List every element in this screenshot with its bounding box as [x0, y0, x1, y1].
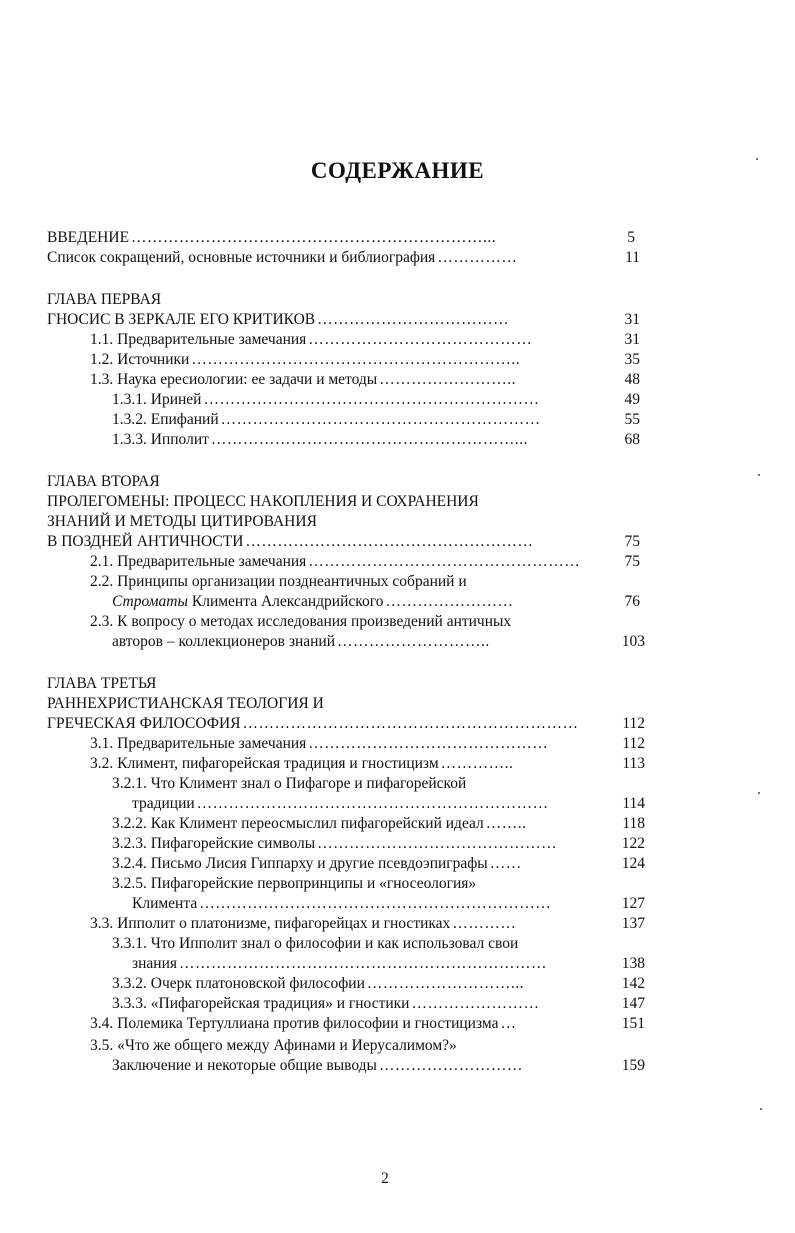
entry-page-number: 31 [624, 311, 640, 328]
entry-page-number: 142 [621, 975, 645, 992]
page-number: 2 [381, 1170, 389, 1187]
entry-text: 3.1. Предварительные замечания [90, 735, 307, 752]
entry-text: 1.3.3. Ипполит [112, 431, 209, 448]
page-title: СОДЕРЖАНИЕ [310, 158, 485, 183]
entry-page-number: 103 [621, 633, 645, 650]
entry-page-number: 5 [627, 229, 635, 246]
entry-text: 2.1. Предварительные замечания [90, 553, 307, 570]
chapter-label: ГЛАВА ВТОРАЯ [47, 473, 160, 490]
toc-entry-2-2-line1[interactable]: 2.2. Принципы организации позднеантичных собраний и [90, 573, 467, 590]
toc-entry-2-3[interactable] [112, 632, 490, 652]
leader-dots: …………………………………………… [308, 553, 581, 570]
leader-dots: ……………………………… [317, 311, 510, 328]
entry-text: Список сокращений, основные источники и библиография [47, 249, 436, 266]
leader-dots: …………………………………… [308, 331, 533, 348]
entry-text: 1.1. Предварительные замечания [90, 331, 307, 348]
entry-page-number: 137 [621, 915, 645, 932]
entry-text: ГРЕЧЕСКАЯ ФИЛОСОФИЯ [47, 715, 241, 732]
toc-entry-chapter1[interactable] [47, 310, 509, 330]
entry-page-number: 68 [624, 431, 640, 448]
entry-text: 3.3. Ипполит о платонизме, пифагорейцах и гностиках [90, 915, 451, 932]
leader-dots: ……………………………………………………… [203, 391, 540, 408]
leader-dots: ……………………………………………… [245, 533, 534, 550]
scan-speck [758, 474, 760, 476]
italic-title: Строматы [112, 593, 188, 610]
toc-entry-2-2[interactable] [112, 592, 513, 612]
entry-text: Заключение и некоторые общие выводы [112, 1057, 377, 1074]
entry-text: ВВЕДЕНИЕ [47, 229, 130, 246]
leader-dots: …………………… [385, 593, 514, 610]
toc-entry-3-3[interactable] [90, 914, 516, 934]
toc-entry-3-2-2[interactable] [112, 814, 527, 834]
leader-dots: …………………………………………………… [220, 411, 541, 428]
leader-dots: …… [489, 855, 522, 872]
entry-page-number: 76 [624, 593, 640, 610]
toc-entry-introduction[interactable] [47, 228, 496, 248]
scan-speck [756, 158, 758, 160]
entry-page-number: 35 [624, 351, 640, 368]
entry-page-number: 159 [621, 1057, 645, 1074]
toc-entry-1-3-2[interactable] [112, 410, 541, 430]
toc-entry-3-4[interactable] [90, 1014, 516, 1034]
toc-entry-3-1[interactable] [90, 734, 548, 754]
entry-text: 3.2. Климент, пифагорейская традиция и гностицизм [90, 755, 439, 772]
chapter-label: ГЛАВА ПЕРВАЯ [47, 291, 162, 308]
entry-page-number: 151 [621, 1015, 645, 1032]
toc-entry-chapter2[interactable] [47, 532, 533, 552]
toc-entry-1-3-1[interactable] [112, 390, 539, 410]
toc-entry-3-5-line1[interactable]: 3.5. «Что же общего между Афинами и Иерусалимом?» [90, 1037, 457, 1054]
toc-entry-3-2-5-line1[interactable]: 3.2.5. Пифагорейские первопринципы и «гносеология» [112, 875, 477, 892]
entry-text: 3.2.2. Как Климент переосмыслил пифагорейский идеал [112, 815, 484, 832]
leader-dots: …………………….. [379, 371, 516, 388]
entry-page-number: 138 [621, 955, 645, 972]
scan-speck [758, 792, 760, 794]
entry-page-number: 75 [624, 533, 640, 550]
entry-page-number: 112 [622, 715, 645, 732]
toc-entry-3-2-1[interactable] [132, 794, 549, 814]
entry-text: 3.2.4. Письмо Лисия Гиппарху и другие псевдоэпиграфы [112, 855, 488, 872]
entry-page-number: 124 [621, 855, 645, 872]
toc-entry-1-3-3[interactable] [112, 430, 528, 450]
leader-dots: … [500, 1015, 517, 1032]
entry-text: авторов – коллекционеров знаний [112, 633, 336, 650]
leader-dots: …………… [437, 249, 518, 266]
toc-entry-3-2-5[interactable] [132, 894, 551, 914]
toc-entry-1-3[interactable] [90, 370, 516, 390]
toc-entry-3-3-2[interactable] [112, 974, 524, 994]
leader-dots: ……………………… [378, 1057, 523, 1074]
chapter-title-line: ЗНАНИЙ И МЕТОДЫ ЦИТИРОВАНИЯ [47, 513, 317, 530]
entry-page-number: 114 [622, 795, 645, 812]
leader-dots: ……………………….. [337, 633, 490, 650]
leader-dots: …………………… [411, 995, 540, 1012]
entry-text: 3.2.3. Пифагорейские символы [112, 835, 316, 852]
leader-dots: …………………………………………………………... [131, 229, 497, 246]
entry-text: 3.3.2. Очерк платоновской философии [112, 975, 365, 992]
scan-speck [760, 1108, 762, 1110]
toc-entry-3-2[interactable] [90, 754, 513, 774]
entry-text: 1.2. Источники [90, 351, 190, 368]
entry-text: 3.4. Полемика Тертуллиана против философии и гностицизма [90, 1015, 499, 1032]
entry-text: 1.3.1. Ириней [112, 391, 202, 408]
toc-entry-3-5[interactable] [112, 1056, 523, 1076]
toc-entry-1-2[interactable] [90, 350, 520, 370]
leader-dots: …………………………………………………... [210, 431, 529, 448]
chapter-label: ГЛАВА ТРЕТЬЯ [47, 675, 157, 692]
entry-text: традиции [132, 795, 195, 812]
leader-dots: ………………………………………………………… [196, 795, 549, 812]
chapter-title-line: РАННЕХРИСТИАНСКАЯ ТЕОЛОГИЯ И [47, 695, 324, 712]
leader-dots: ……………………………………… [308, 735, 549, 752]
entry-page-number: 113 [622, 755, 645, 772]
entry-page-number: 122 [621, 835, 645, 852]
leader-dots: ………….. [440, 755, 514, 772]
leader-dots: ………………………………………………………… [199, 895, 552, 912]
leader-dots: ……………………………………… [317, 835, 558, 852]
toc-entry-2-3-line1[interactable]: 2.3. К вопросу о методах исследования произведений античных [90, 613, 512, 630]
toc-entry-3-3-1[interactable] [132, 954, 547, 974]
entry-page-number: 112 [622, 735, 645, 752]
entry-page-number: 75 [624, 553, 640, 570]
toc-entry-abbreviations[interactable] [47, 248, 517, 268]
entry-text: В ПОЗДНЕЙ АНТИЧНОСТИ [47, 533, 244, 550]
entry-page-number: 127 [621, 895, 645, 912]
entry-page-number: 118 [622, 815, 645, 832]
entry-page-number: 147 [621, 995, 645, 1012]
leader-dots: ……………………………………………………… [242, 715, 579, 732]
entry-text: 1.3.2. Епифаний [112, 411, 219, 428]
leader-dots: …………………………………………………………… [179, 955, 548, 972]
leader-dots: ………………………... [366, 975, 525, 992]
toc-entry-chapter3[interactable] [47, 714, 579, 734]
toc-entry-3-2-1-line1[interactable]: 3.2.1. Что Климент знал о Пифагоре и пифагорейской [112, 775, 467, 792]
entry-text: ГНОСИС В ЗЕРКАЛЕ ЕГО КРИТИКОВ [47, 311, 316, 328]
entry-text: 1.3. Наука ересиологии: ее задачи и методы [90, 371, 378, 388]
entry-text: Климента Александрийского [191, 593, 384, 610]
entry-page-number: 11 [625, 249, 640, 266]
toc-entry-3-3-1-line1[interactable]: 3.3.1. Что Ипполит знал о философии и как использовал свои [112, 935, 519, 952]
toc-entry-2-1[interactable] [90, 552, 580, 572]
entry-page-number: 31 [624, 331, 640, 348]
leader-dots: …………………………………………………….. [191, 351, 521, 368]
toc-entry-3-2-3[interactable] [112, 834, 557, 854]
leader-dots: …….. [485, 815, 527, 832]
toc-entry-1-1[interactable] [90, 330, 532, 350]
toc-entry-3-2-4[interactable] [112, 854, 522, 874]
leader-dots: ………… [452, 915, 517, 932]
toc-entry-3-3-3[interactable] [112, 994, 539, 1014]
entry-page-number: 48 [624, 371, 640, 388]
entry-page-number: 55 [624, 411, 640, 428]
entry-text: знания [132, 955, 178, 972]
entry-page-number: 49 [624, 391, 640, 408]
chapter-title-line: ПРОЛЕГОМЕНЫ: ПРОЦЕСС НАКОПЛЕНИЯ И СОХРАНЕНИЯ [47, 493, 479, 510]
entry-text: 3.3.3. «Пифагорейская традиция» и гностики [112, 995, 410, 1012]
entry-text: Климента [132, 895, 198, 912]
